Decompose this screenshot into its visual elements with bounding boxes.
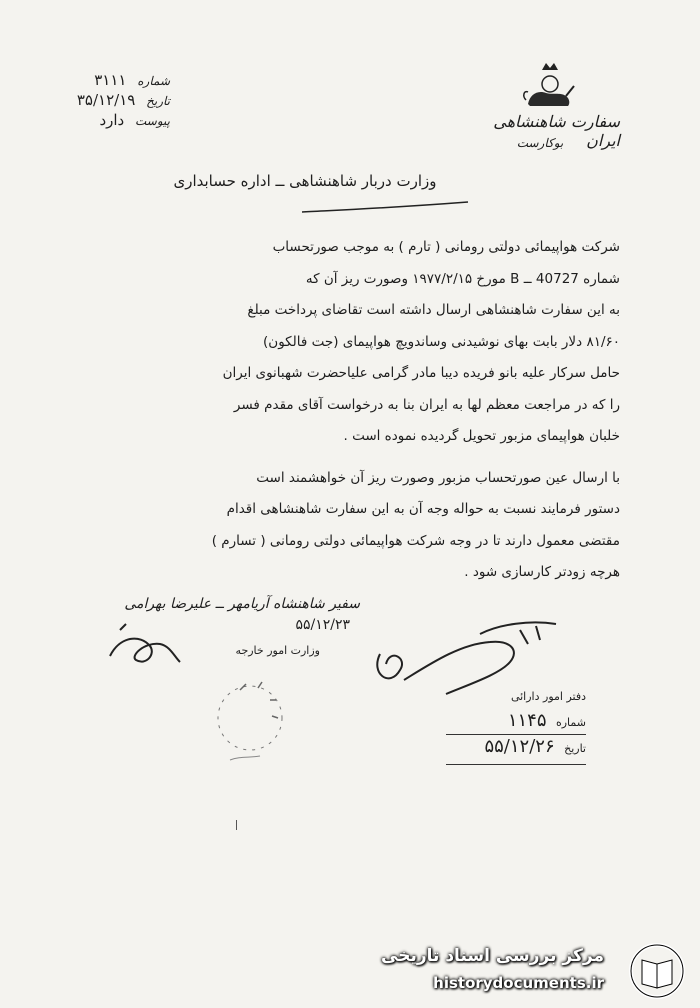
meta-number-value: ۳۱۱۱	[94, 71, 127, 89]
body-line: ۸۱/۶۰ دلار بابت بهای نوشیدنی وساندویچ هواپیمای (جت فالکون)	[263, 333, 620, 350]
body-line: خلبان هواپیمای مزبور تحویل گردیده نموده است .	[343, 428, 620, 444]
addressee-heading: وزارت دربار شاهنشاهی ــ اداره حسابداری	[173, 172, 437, 190]
body-line: مقتضی معمول دارند تا در وجه شرکت هواپیمائی دولتی رومانی ( تسارم )	[211, 532, 620, 549]
body-line: دستور فرمایند نسبت به حواله وجه آن به این سفارت شاهنشاهی اقدام	[226, 501, 620, 517]
stamp-number-value: ۱۱۴۵	[507, 710, 547, 731]
stamp-date-label: تاریخ	[564, 742, 586, 755]
heading-underline-stroke	[300, 196, 470, 216]
body-line: به این سفارت شاهنشاهی ارسال داشته است تقاضای پرداخت مبلغ	[247, 302, 620, 318]
meta-number-row	[30, 70, 170, 90]
letter-body	[60, 232, 620, 589]
archive-watermark	[381, 940, 690, 1004]
body-line: حامل سرکار علیه بانو فریده دیبا مادر گرامی علیاحضرت شهبانوی ایران	[222, 365, 620, 381]
stamp-number-label: شماره	[555, 716, 586, 729]
body-line: هرچه زودتر کارسازی شود .	[464, 564, 620, 580]
stamp-date-row	[484, 738, 586, 756]
watermark-url: historydocuments.ir	[433, 974, 604, 992]
letter-meta	[30, 70, 170, 130]
stamp-divider	[446, 734, 586, 735]
stray-mark	[236, 820, 241, 830]
archive-book-logo-icon	[628, 942, 686, 1000]
lion-and-sun-emblem-icon	[520, 60, 580, 110]
meta-date-label: تاریخ	[146, 94, 170, 108]
meta-attachment-row	[30, 110, 170, 130]
meta-attachment-value: دارد	[99, 111, 125, 129]
initials-scribble	[100, 616, 190, 676]
stamp-date-value: ۵۵/۱۲/۲۶	[484, 736, 555, 757]
body-paragraph-1	[60, 232, 620, 453]
signature-date: ۵۵/۱۲/۲۳	[295, 617, 350, 633]
copy-to-ministry: وزارت امور خارجه	[235, 644, 320, 657]
body-line: شرکت هواپیمائی دولتی رومانی ( تارم ) به موجب صورتحساب	[272, 239, 620, 255]
receipt-stamp	[446, 688, 586, 778]
embassy-city: بوکارست	[516, 136, 564, 150]
embassy-name: سفارت شاهنشاهی ایران	[493, 112, 620, 150]
meta-attachment-label: پیوست	[135, 114, 170, 128]
stamp-divider	[446, 764, 586, 765]
meta-date-value: ۳۵/۱۲/۱۹	[76, 91, 136, 109]
body-line: با ارسال عین صورتحساب مزبور وصورت ریز آن خواهشمند است	[256, 469, 620, 486]
watermark-title: مرکز بررسی اسناد تاریخی	[381, 946, 604, 966]
body-line: را که در مراجعت معظم لها به ایران بنا به درخواست آقای مقدم فسر	[233, 396, 620, 413]
body-line: شماره 40727 ــ B مورخ ۱۹۷۷/۲/۱۵ وصورت ریز آن که	[305, 270, 620, 287]
faded-stamp-marks	[210, 670, 300, 770]
signer-line: سفیر شاهنشاه آریامهر ــ علیرضا بهرامی	[124, 596, 360, 612]
stamp-number-row	[508, 712, 586, 730]
stamp-office-line: دفتر امور دارائی	[510, 690, 586, 703]
meta-date-row	[30, 90, 170, 110]
meta-number-label: شماره	[137, 74, 170, 88]
body-paragraph-2	[60, 463, 620, 589]
